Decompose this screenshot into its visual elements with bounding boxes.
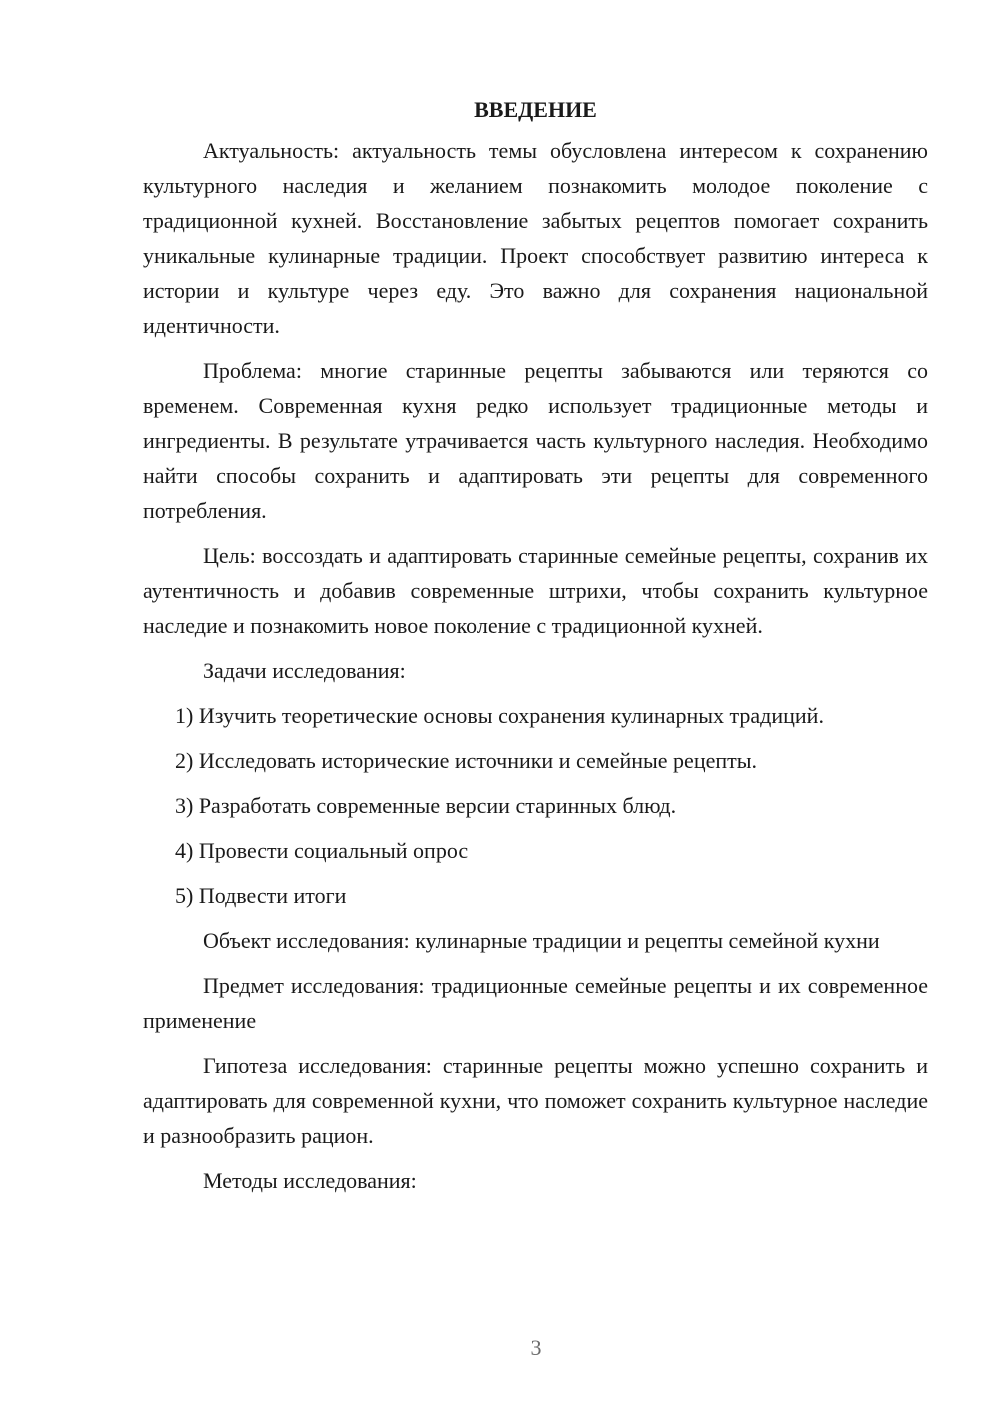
page-number: 3: [530, 1335, 542, 1360]
subject-paragraph: Предмет исследования: традиционные семейные рецепты и их современное применение: [143, 973, 928, 1033]
task-item-4: 4) Провести социальный опрос: [175, 838, 469, 863]
task-item-2: 2) Исследовать исторические источники и семейные рецепты.: [175, 748, 758, 773]
page-content: [143, 92, 928, 1208]
object-paragraph: Объект исследования: кулинарные традиции и рецепты семейной кухни: [203, 928, 880, 953]
tasks-list: [143, 698, 928, 913]
task-item-1: 1) Изучить теоретические основы сохранения кулинарных традиций.: [175, 703, 824, 728]
problem-paragraph: Проблема: многие старинные рецепты забываются или теряются со временем. Современная кухня редко использует традиционные методы и ингредиенты. В результате утрачивается часть культурного наследия. Необходимо найти способы сохранить и адаптировать эти рецепты для современного потребления.: [143, 358, 928, 523]
page-title: ВВЕДЕНИЕ: [474, 97, 597, 122]
tasks-label: Задачи исследования:: [203, 658, 406, 683]
task-item-3: 3) Разработать современные версии старинных блюд.: [175, 793, 677, 818]
methods-label: Методы исследования:: [203, 1168, 417, 1193]
goal-paragraph: Цель: воссоздать и адаптировать старинные семейные рецепты, сохранив их аутентичность и добавив современные штрихи, чтобы сохранить культурное наследие и познакомить новое поколение с традиционной кухней.: [143, 543, 928, 638]
task-item-5: 5) Подвести итоги: [175, 883, 347, 908]
relevance-paragraph: Актуальность: актуальность темы обусловлена интересом к сохранению культурного наследия и желанием познакомить молодое поколение с традиционной кухней. Восстановление забытых рецептов помогает сохранить уникальные кулинарные традиции. Проект способствует развитию интереса к истории и культуре через еду. Это важно для сохранения национальной идентичности.: [143, 138, 928, 338]
hypothesis-paragraph: Гипотеза исследования: старинные рецепты можно успешно сохранить и адаптировать для современной кухни, что поможет сохранить культурное наследие и разнообразить рацион.: [143, 1053, 928, 1148]
